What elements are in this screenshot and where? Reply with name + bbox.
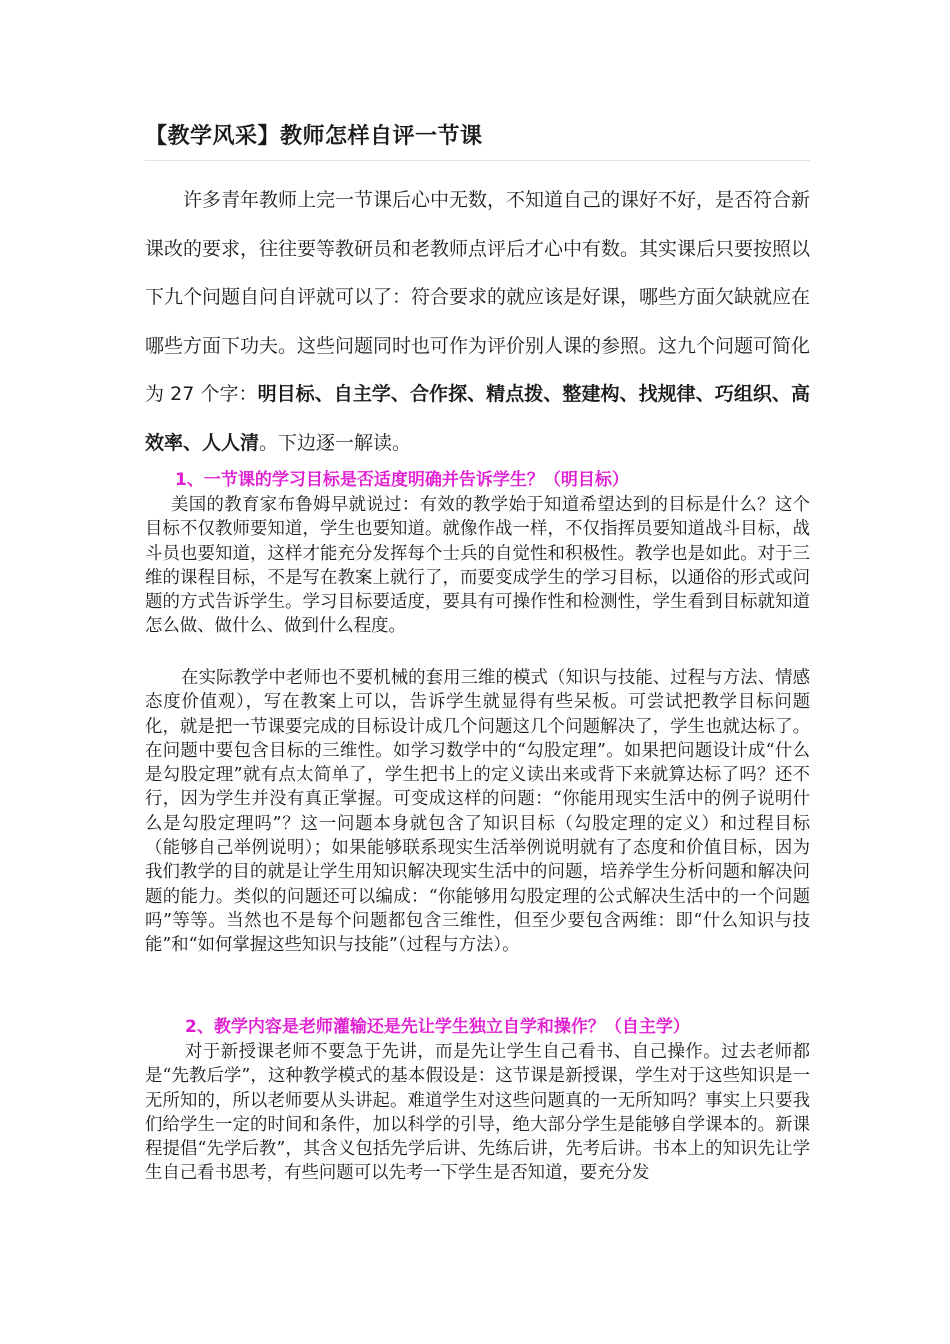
- title-divider: [145, 160, 810, 161]
- section-1-paragraph-1: 美国的教育家布鲁姆早就说过：有效的教学始于知道希望达到的目标是什么？这个目标不仅教师要知道，学生也要知道。就像作战一样，不仅指挥员要知道战斗目标，战斗员也要知道，这样才能充分发挥每个士兵的自觉性和积极性。教学也是如此。对于三维的课程目标，不是写在教案上就行了，而要变成学生的学习目标，以通俗的形式或问题的方式告诉学生。学习目标要适度，要具有可操作性和检测性，学生看到目标就知道怎么做、做什么、做到什么程度。: [145, 495, 810, 637]
- section-1-heading: 1、一节课的学习目标是否适度明确并告诉学生？（明目标）: [175, 470, 629, 490]
- section-2-heading: 2、教学内容是老师灌输还是先让学生独立自学和操作？（自主学）: [185, 1017, 690, 1037]
- document-title: 【教学风采】教师怎样自评一节课: [145, 124, 483, 149]
- intro-text: 许多青年教师上完一节课后心中无数，不知道自己的课好不好，是否符合新课改的要求，往往要等教研员和老教师点评后才心中有数。其实课后只要按照以下九个问题自问自评就可以了：符合要求的就应该是好课，哪些方面欠缺就应在哪些方面下功夫。这些问题同时也可作为评价别人课的参照。这九个问题可简化为 27 个字：: [145, 189, 811, 405]
- intro-keywords: 明目标、自主学、合作探、精点拨、整建构、找规律、巧组织、高效率、人人清: [145, 383, 810, 454]
- section-2-paragraph-1: 对于新授课老师不要急于先讲，而是先让学生自己看书、自己操作。过去老师都是“先教后学”，这种教学模式的基本假设是：这节课是新授课，学生对于这些知识是一无所知的，所以老师要从头讲起。难道学生对这些问题真的一无所知吗？事实上只要我们给学生一定的时间和条件，加以科学的引导，绝大部分学生是能够自学课本的。新课程提倡“先学后教”，其含义包括先学后讲、先练后讲，先考后讲。书本上的知识先让学生自己看书思考，有些问题可以先考一下学生是否知道，要充分发: [145, 1042, 810, 1184]
- section-1-paragraph-2: 在实际教学中老师也不要机械的套用三维的模式（知识与技能、过程与方法、情感态度价值观），写在教案上可以，告诉学生就显得有些呆板。可尝试把教学目标问题化，就是把一节课要完成的目标设计成几个问题这几个问题解决了，学生也就达标了。在问题中要包含目标的三维性。如学习数学中的“勾股定理”。如果把问题设计成“什么是勾股定理”就有点太简单了，学生把书上的定义读出来或背下来就算达标了吗？还不行，因为学生并没有真正掌握。可变成这样的问题：“你能用现实生活中的例子说明什么是勾股定理吗”？这一问题本身就包含了知识目标（勾股定理的定义）和过程目标（能够自己举例说明）；如果能够联系现实生活举例说明就有了态度和价值目标，因为我们教学的目的就是让学生用知识解决现实生活中的问题，培养学生分析问题和解决问题的能力。类似的问题还可以编成：“你能够用勾股定理的公式解决生活中的一个问题吗”等等。当然也不是每个问题都包含三维性，但至少要包含两维：即“什么知识与技能”和“如何掌握这些知识与技能”（过程与方法）。: [145, 668, 810, 956]
- intro-paragraph: [145, 176, 810, 467]
- intro-tail: 。下边逐一解读。: [259, 431, 412, 454]
